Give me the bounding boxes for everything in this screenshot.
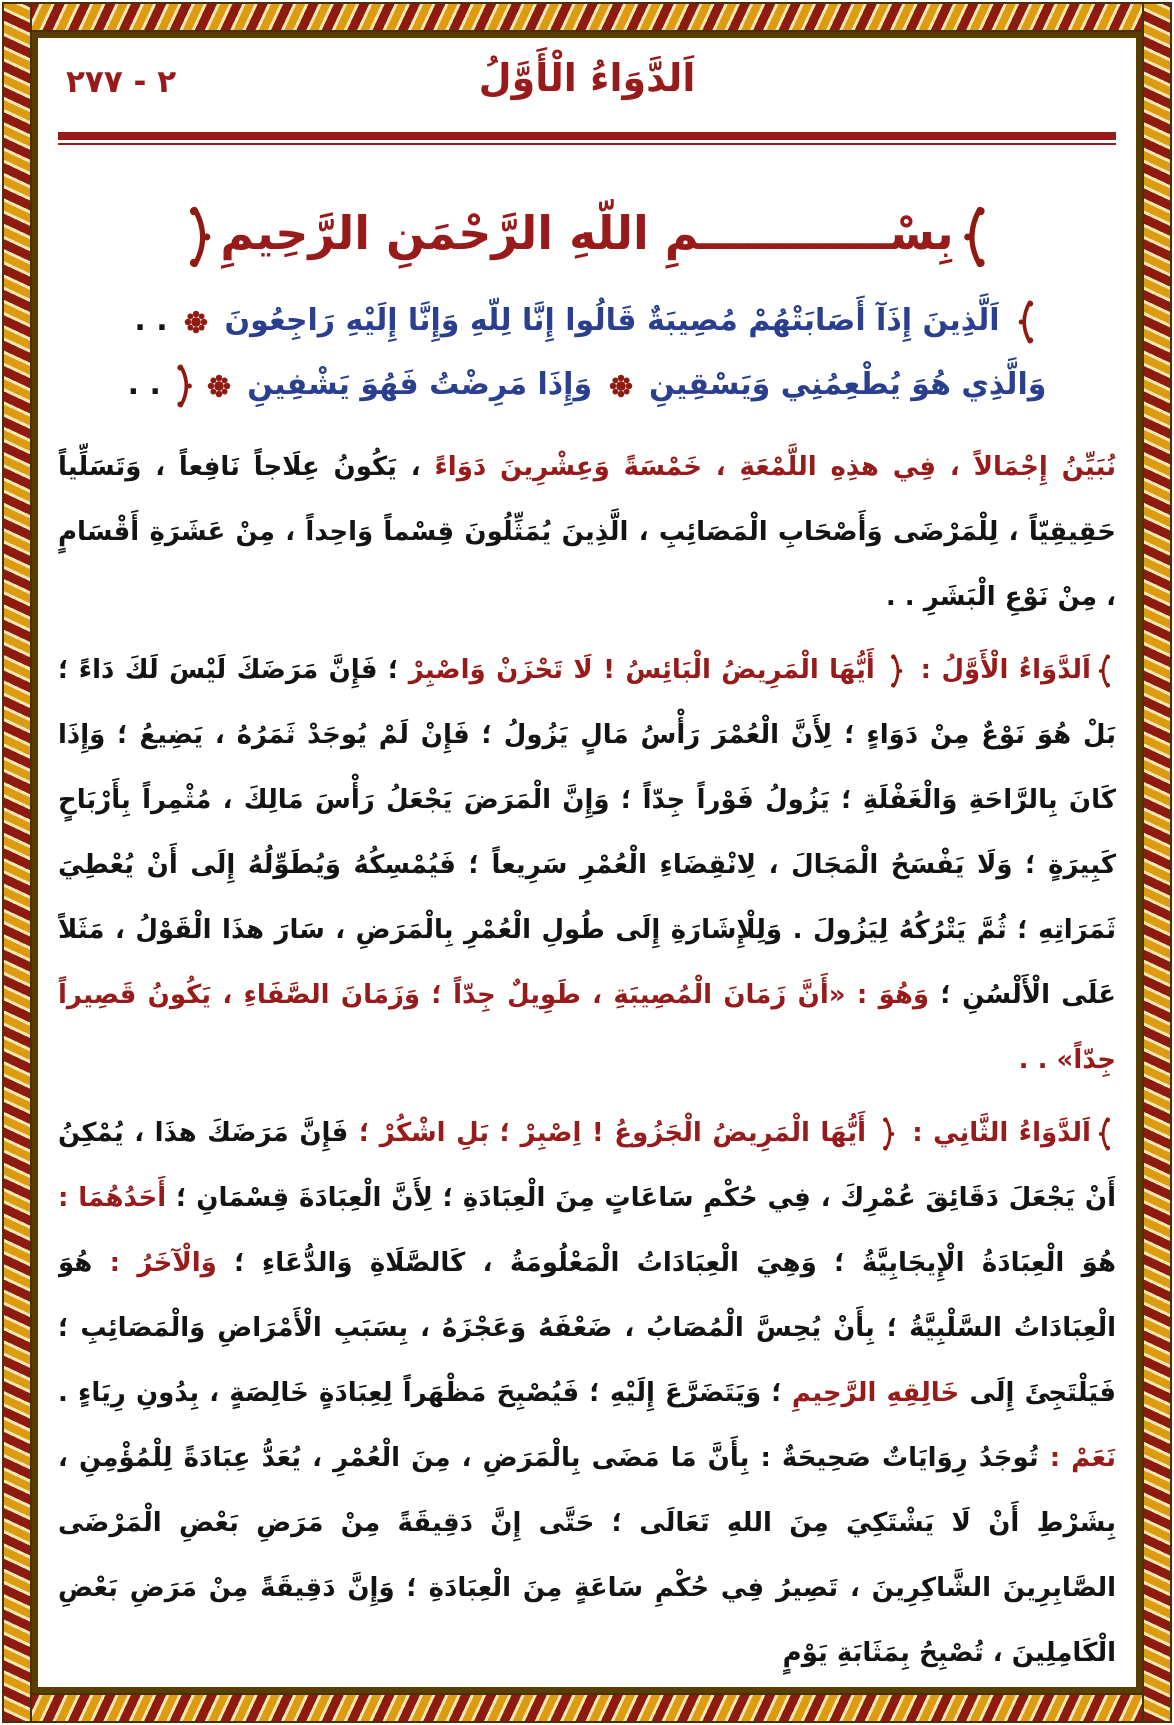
text-segment: نَعَمْ : bbox=[1038, 1443, 1116, 1473]
page-header bbox=[58, 46, 1116, 122]
text-segment: وَهُوَ : «أَنَّ زَمَانَ الْمُصِيبَةِ ، طَوِيلٌ جِدّاً ؛ وَزَمَانَ الصَّفَاءِ ، يَكُونُ قَصِيراً جِدّاً» . . bbox=[58, 980, 1116, 1075]
ornate-bracket-icon bbox=[1096, 1117, 1111, 1151]
page-content bbox=[58, 46, 1116, 1677]
text-segment: ؛ فَإِنَّ مَرَضَكَ لَيْسَ لَكَ دَاءً ؛ بَلْ هُوَ نَوْعٌ مِنْ دَوَاءٍ ؛ لِأَنَّ الْعُمْرَ رَأْسُ مَالٍ يَزُولُ ؛ فَإِنْ لَمْ يُوجَدْ ثَمَرُهُ ، يَضِيعُ ؛ وَإِذَا كَانَ بِالرَّاحَةِ وَالْغَفْلَةِ ؛ يَزُولُ فَوْراً جِدّاً ؛ وَإِنَّ الْمَرَضَ يَجْعَلُ رَأْسَ مَالِكَ ، مُثْمِراً بِأَرْبَاحٍ كَبِيرَةٍ ؛ وَلَا يَفْسَحُ الْمَجَالَ ، لِانْقِضَاءِ الْعُمْرِ سَرِيعاً ؛ فَيُمْسِكُهُ وَيُطَوِّلُهُ إِلَى أَنْ يُعْطِيَ ثَمَرَاتِهِ ؛ ثُمَّ يَتْرُكُهُ لِيَزُولَ . وَلِلْإِشَارَةِ إِلَى طُولِ الْعُمْرِ بِالْمَرَضِ ، سَارَ هذَا الْقَوْلُ ، مَثَلاً عَلَى الْأَلْسُنِ ؛ bbox=[58, 655, 1116, 1010]
rosette-icon bbox=[608, 373, 634, 399]
text-segment: وَإِذَا مَرِضْتُ فَهُوَ يَشْفِينِ bbox=[236, 367, 603, 402]
text-segment: فَإِنَّ مَرَضَكَ هذَا ، يُمْكِنُ أَنْ يَجْعَلَ دَقَائِقَ عُمْرِكَ ، فِي حُكْمِ سَاعَاتٍ مِنَ الْعِبَادَةِ ؛ لِأَنَّ الْعِبَادَةَ قِسْمَانِ ؛ bbox=[58, 1118, 1116, 1213]
rosette-icon bbox=[183, 309, 209, 335]
text-segment: تُوجَدُ رِوَايَاتٌ صَحِيحَةٌ : بِأَنَّ مَا مَضَى بِالْمَرَضِ ، مِنَ الْعُمْرِ ، يُعَدُّ عِبَادَةً لِلْمُؤْمِنِ ، بِشَرْطِ أَنْ لَا يَشْتَكِيَ مِنَ اللهِ تَعَالَى ؛ حَتَّى إِنَّ دَقِيقَةً مِنْ مَرَضِ بَعْضِ الْمَرْضَى الصَّابِرِينَ الشَّاكِرِينَ ، تَصِيرُ فِي حُكْمِ سَاعَةٍ مِنَ الْعِبَادَةِ ؛ وَإِنَّ دَقِيقَةً مِنْ مَرَضِ بَعْضِ الْكَامِلِينَ ، تُصْبِحُ بِمَثَابَةِ يَوْمٍ bbox=[58, 1443, 1116, 1668]
text-segment: خَالِقِهِ الرَّحِيمِ bbox=[781, 1378, 960, 1408]
text-segment: اَلَّذِينَ إِذَآ أَصَابَتْهُمْ مُصِيبَةٌ قَالُوا إِنَّا لِلّهِ وَإِنَّا إِلَيْهِ رَاجِعُونَ bbox=[214, 303, 1011, 338]
ornate-bracket-icon bbox=[188, 206, 216, 268]
text-segment: وَالَّذِي هُوَ يُطْعِمُنِي وَيَسْقِينِ bbox=[638, 367, 1047, 402]
header-rule-thin bbox=[58, 143, 1116, 145]
body-paragraph-remedy-2 bbox=[58, 1101, 1116, 1677]
header-rule bbox=[58, 132, 1116, 145]
basmala bbox=[58, 183, 1116, 283]
ornate-bracket-icon bbox=[882, 1117, 897, 1151]
text-segment: أَحَدُهُمَا : bbox=[58, 1183, 167, 1213]
ornate-bracket-icon bbox=[1096, 654, 1111, 688]
ornate-bracket-icon bbox=[176, 364, 196, 408]
text-segment: اَلدَّوَاءُ الْأَوَّلُ : bbox=[910, 655, 1091, 685]
text-segment: . . bbox=[127, 367, 172, 402]
text-segment: هُوَ الْعِبَادَاتُ السَّلْبِيَّةُ ؛ بِأَنْ يُحِسَّ الْمُصَابُ ، ضَعْفَهُ وَعَجْزَهُ ، بِسَبَبِ الْأَمْرَاضِ وَالْمَصَائِبِ ؛ فَيَلْتَجِئَ إِلَى bbox=[58, 1248, 1116, 1408]
text-segment: وَالْآخَرُ : bbox=[92, 1248, 217, 1278]
border-pattern-top bbox=[2, 2, 1172, 32]
page-number: ٢ - ٢٧٧ bbox=[66, 64, 177, 100]
body-paragraph-intro bbox=[58, 435, 1116, 630]
text-segment: اَلدَّوَاءُ الثَّانِي : bbox=[901, 1118, 1091, 1148]
quran-verses bbox=[58, 289, 1116, 417]
text-segment: نُبَيِّنُ إِجْمَالاً ، فِي هذِهِ اللَّمْعَةِ ، خَمْسَةً وَعِشْرِينَ دَوَاءً bbox=[420, 452, 1116, 482]
text-segment: هُوَ الْعِبَادَةُ الْإِيجَابِيَّةُ ؛ وَهِيَ الْعِبَادَاتُ الْمَعْلُومَةُ ، كَالصَّلَاةِ وَالدُّعَاءِ ؛ bbox=[216, 1248, 1116, 1278]
page-title: اَلدَّوَاءُ الْأَوَّلُ bbox=[478, 56, 696, 100]
border-pattern-right bbox=[1142, 2, 1172, 1723]
text-segment: بِسْــــــــــــمِ اللّهِ الرَّحْمَنِ الرَّحِيمِ bbox=[220, 206, 954, 260]
border-pattern-bottom bbox=[2, 1693, 1172, 1723]
rosette-icon bbox=[206, 373, 232, 399]
ornate-bracket-icon bbox=[1015, 300, 1035, 344]
ornate-bracket-icon bbox=[959, 206, 987, 268]
border-pattern-left bbox=[2, 2, 32, 1723]
ornate-bracket-icon bbox=[890, 654, 905, 688]
body-paragraph-remedy-1 bbox=[58, 638, 1116, 1093]
header-rule-thick bbox=[58, 132, 1116, 140]
quran-verse-line-1 bbox=[58, 289, 1116, 353]
text-segment: . . bbox=[134, 303, 179, 338]
text-segment: أَيُّهَا الْمَرِيضُ الْبَائِسُ ! لَا تَحْزَنْ وَاصْبِرْ bbox=[398, 655, 886, 685]
text-segment: أَيُّهَا الْمَرِيضُ الْجَزُوعُ ! اِصْبِرْ ؛ بَلِ اشْكُرْ ؛ bbox=[348, 1118, 877, 1148]
text-segment: ، يَكُونُ عِلَاجاً نَافِعاً ، وَتَسَلِّياً حَقِيقِيّاً ، لِلْمَرْضَى وَأَصْحَابِ الْمَصَائِبِ ، الَّذِينَ يُمَثِّلُونَ قِسْماً وَاحِداً ، مِنْ عَشَرَةِ أَقْسَامٍ ، مِنْ نَوْعِ الْبَشَرِ . . bbox=[58, 452, 1116, 612]
text-segment: ؛ وَيَتَضَرَّعَ إِلَيْهِ ؛ فَيُصْبِحَ مَظْهَراً لِعِبَادَةٍ خَالِصَةٍ ، بِدُونِ رِيَاءٍ . bbox=[58, 1378, 782, 1408]
quran-verse-line-2 bbox=[58, 353, 1116, 417]
